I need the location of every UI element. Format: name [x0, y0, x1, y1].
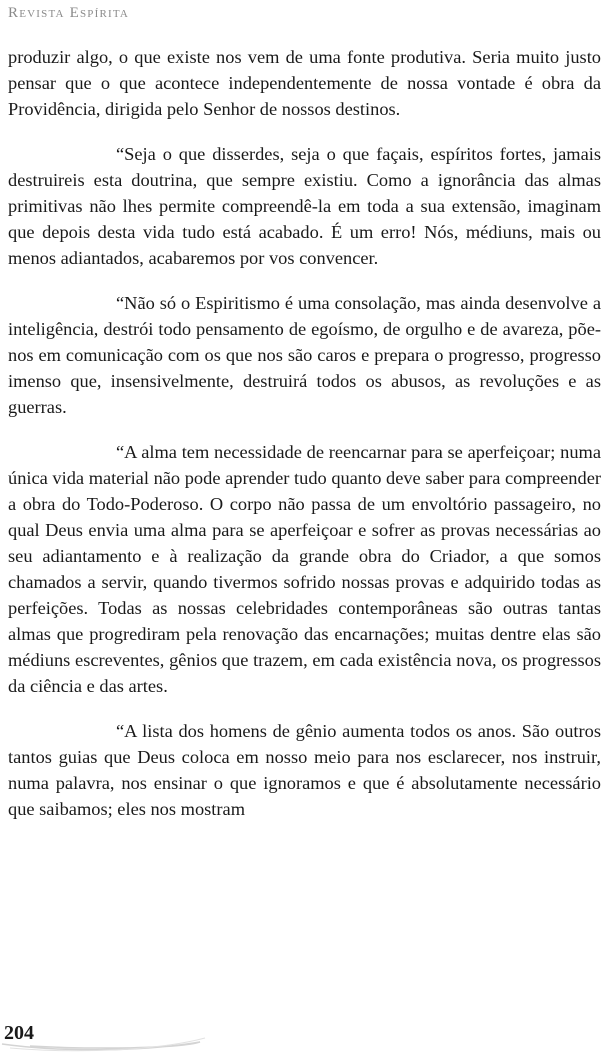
running-header: Revista Espírita: [8, 5, 130, 21]
paragraph: “Seja o que disserdes, seja o que façais, espíritos fortes, jamais destruireis esta doutrina, que sempre existiu. Como a ignorância das almas primitivas não lhes permite compreendê-la em toda a sua extensão, imaginam que depois desta vida tudo está acabado. É um erro! Nós, médiuns, mais ou menos adiantados, acabaremos por vos convencer.: [8, 144, 601, 268]
paragraph: “A alma tem necessidade de reencarnar para se aperfeiçoar; numa única vida material não pode aprender tudo quanto deve saber para compreender a obra do Todo-Poderoso. O corpo não passa de um envoltório passageiro, no qual Deus envia uma alma para se aperfeiçoar e sofrer as provas necessárias ao seu adiantamento e à realização da grande obra do Criador, a que somos chamados a servir, quando tivermos sofrido nossas provas e adquirido todas as perfeições. Todas as nossas celebridades contemporâneas são outras tantas almas que progrediram pela renovação das encarnações; muitas dentre elas são médiuns escreventes, gênios que trazem, em cada existência nova, os progressos da ciência e das artes.: [8, 442, 601, 696]
paragraph: “A lista dos homens de gênio aumenta todos os anos. São outros tantos guias que Deus coloca em nosso meio para nos esclarecer, nos instruir, numa palavra, nos ensinar o que ignoramos e que é absolutamente necessário que saibamos; eles nos mostram: [8, 721, 601, 819]
body-text: [8, 44, 601, 841]
page-number: 204: [4, 1022, 34, 1044]
paragraph: produzir algo, o que existe nos vem de uma fonte produtiva. Seria muito justo pensar que o que acontece independentemente de nossa vontade é obra da Providência, dirigida pelo Senhor de nossos destinos.: [8, 47, 601, 119]
paragraph: “Não só o Espiritismo é uma consolação, mas ainda desenvolve a inteligência, destrói todo pensamento de egoísmo, de orgulho e de avareza, põe-nos em comunicação com os que nos são caros e prepara o progresso, progresso imenso que, insensivelmente, destruirá todos os abusos, as revoluções e as guerras.: [8, 293, 601, 417]
decorative-swoosh: [0, 1022, 260, 1052]
